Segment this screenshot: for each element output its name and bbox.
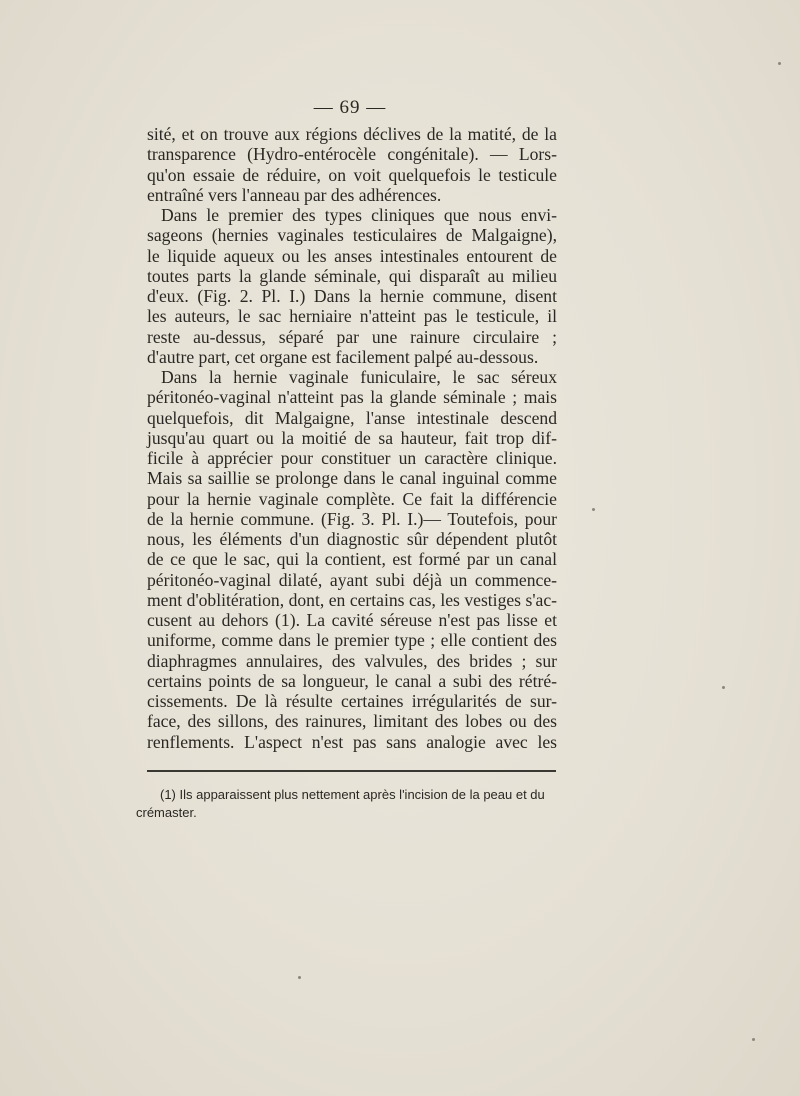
text-line: de la hernie commune. (Fig. 3. Pl. I.)— Toutefois, pour <box>147 508 557 529</box>
text-line: certains points de sa longueur, le canal a subi des rétré- <box>147 670 557 691</box>
text-lines <box>147 124 557 752</box>
text-line: uniforme, comme dans le premier type ; elle contient des <box>147 630 557 651</box>
text-line: ficile à apprécier pour constituer un caractère clinique. <box>147 448 557 468</box>
footnote <box>136 786 560 822</box>
text-line: pour la hernie vaginale complète. Ce fait la différencie <box>147 488 557 509</box>
footnote-separator <box>147 770 556 772</box>
text-line: face, des sillons, des rainures, limitant des lobes ou des <box>147 711 557 732</box>
footnote-line-2: crémaster. <box>136 805 197 820</box>
text-line: cusent au dehors (1). La cavité séreuse n'est pas lisse et <box>147 610 557 630</box>
text-line: entraîné vers l'anneau par des adhérences. <box>147 184 442 205</box>
text-line: ment d'oblitération, dont, en certains cas, les vestiges s'ac- <box>147 589 557 610</box>
text-line: jusqu'au quart ou la moitié de sa hauteur, fait trop dif- <box>147 427 557 448</box>
text-line: qu'on essaie de réduire, on voit quelquefois le testicule <box>147 164 557 185</box>
text-line: transparence (Hydro-entérocèle congénitale). — Lors- <box>147 144 557 165</box>
text-line: nous, les éléments d'un diagnostic sûr dépendent plutôt <box>147 529 557 549</box>
text-line: toutes parts la glande séminale, qui disparaît au milieu <box>147 265 557 286</box>
paper-speck <box>778 62 781 65</box>
text-line: Mais sa saillie se prolonge dans le canal inguinal comme <box>147 468 557 489</box>
text-line: sageons (hernies vaginales testiculaires de Malgaigne), <box>147 225 557 246</box>
paper-speck <box>752 1038 755 1041</box>
text-line: Dans la hernie vaginale funiculaire, le sac séreux <box>161 367 557 387</box>
text-line: les auteurs, le sac herniaire n'atteint pas le testicule, il <box>147 306 557 327</box>
text-line: le liquide aqueux ou les anses intestinales entourent de <box>147 245 557 266</box>
text-line: de ce que le sac, qui la contient, est formé par un canal <box>147 549 557 570</box>
text-line: Dans le premier des types cliniques que nous envi- <box>161 205 557 225</box>
page-number: — 69 — <box>313 97 387 118</box>
text-line: reste au-dessus, séparé par une rainure circulaire ; <box>147 326 557 347</box>
text-line: sité, et on trouve aux régions déclives de la matité, de la <box>147 124 557 144</box>
paper-speck <box>298 976 301 979</box>
text-line: quelquefois, dit Malgaigne, l'anse intestinale descend <box>147 407 557 428</box>
text-line: péritonéo-vaginal dilaté, ayant subi déjà un commence- <box>147 569 557 590</box>
text-line: diaphragmes annulaires, des valvules, des brides ; sur <box>147 650 557 671</box>
text-line: péritonéo-vaginal n'atteint pas la glande séminale ; mais <box>147 387 557 408</box>
text-line: renflements. L'aspect n'est pas sans analogie avec les <box>147 731 557 752</box>
body-text <box>147 124 557 752</box>
text-line: d'autre part, cet organe est facilement palpé au-dessous. <box>147 346 539 367</box>
paper-speck <box>592 508 595 511</box>
paper-speck <box>722 686 725 689</box>
text-line: d'eux. (Fig. 2. Pl. I.) Dans la hernie commune, disent <box>147 286 557 306</box>
footnote-line-1: (1) Ils apparaissent plus nettement après l'incision de la peau et du <box>160 787 545 802</box>
text-line: cissements. De là résulte certaines irrégularités de sur- <box>147 691 557 711</box>
